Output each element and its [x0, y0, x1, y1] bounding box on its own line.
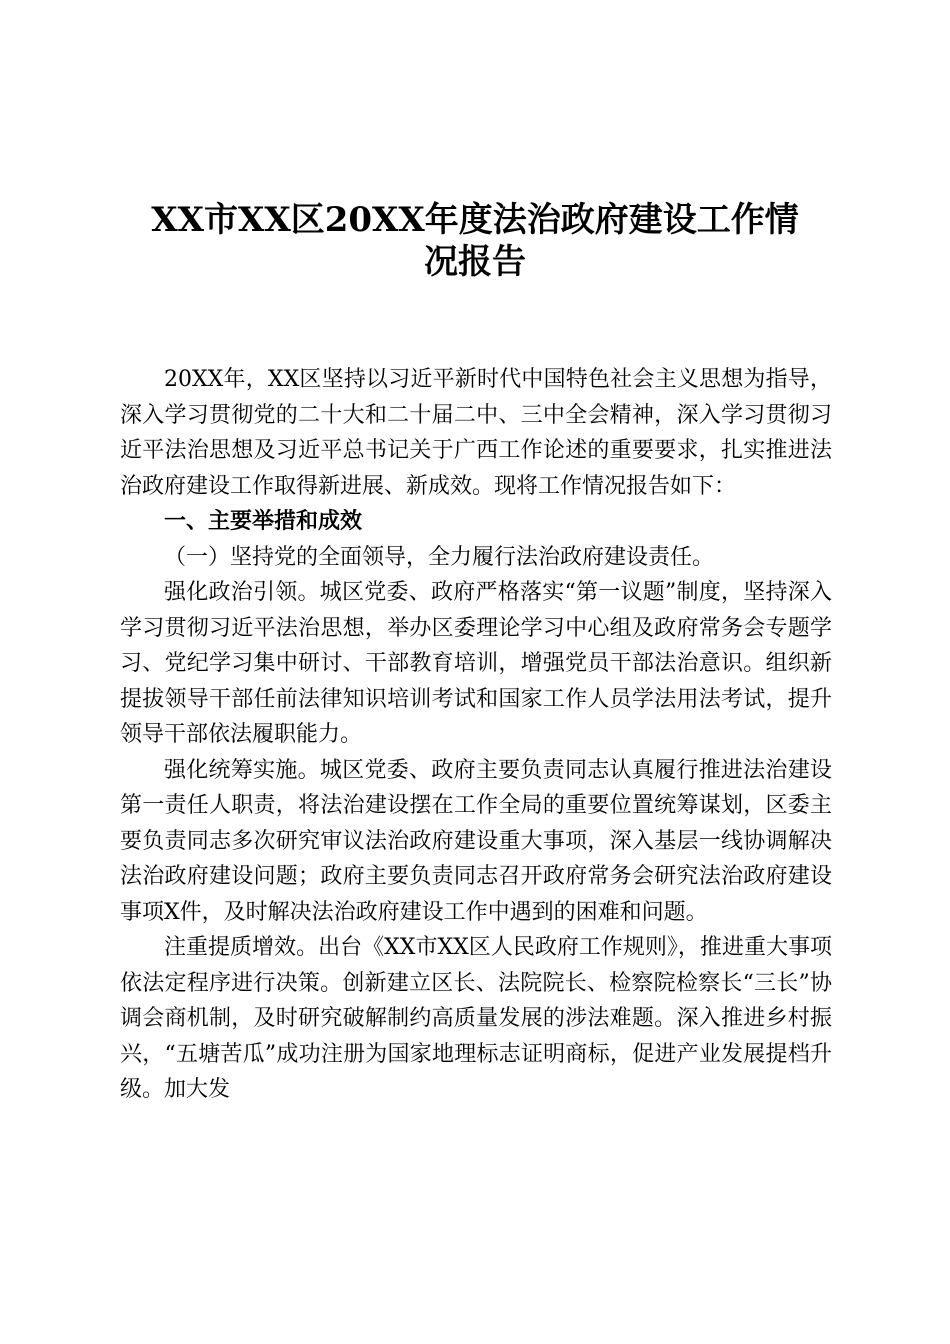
- section-heading: 一、主要举措和成效: [164, 509, 363, 534]
- body-paragraph: 强化政治引领。城区党委、政府严格落实“第一议题”制度，坚持深入学习贯彻习近平法治思想，举办区委理论学习中心组及政府常务会专题学习、党纪学习集中研讨、干部教育培训，增强党员干部法治意识。组织新提拔领导干部任前法律知识培训考试和国家工作人员学法用法考试，提升领导干部依法履职能力。: [120, 580, 832, 747]
- document-body: [120, 362, 832, 1108]
- body-paragraph: 注重提质增效。出台《XX市XX区人民政府工作规则》，推进重大事项依法定程序进行决策。创新建立区长、法院院长、检察院检察长“三长”协调会商机制，及时研究破解制约高质量发展的涉法难题。深入推进乡村振兴，“五塘苦瓜”成功注册为国家地理标志证明商标，促进产业发展提档升级。加大发: [120, 935, 832, 1102]
- document-title-line-2: 况报告: [424, 242, 526, 282]
- intro-paragraph: 20XX年，XX区坚持以习近平新时代中国特色社会主义思想为指导，深入学习贯彻党的二十大和二十届二中、三中全会精神，深入学习贯彻习近平法治思想及习近平总书记关于广西工作论述的重要要求，扎实推进法治政府建设工作取得新进展、新成效。现将工作情况报告如下：: [120, 367, 832, 499]
- body-paragraph: 强化统筹实施。城区党委、政府主要负责同志认真履行推进法治建设第一责任人职责，将法治建设摆在工作全局的重要位置统筹谋划，区委主要负责同志多次研究审议法治政府建设重大事项，深入基层一线协调解决法治政府建设问题；政府主要负责同志召开政府常务会研究法治政府建设事项X件，及时解决法治政府建设工作中遇到的困难和问题。: [120, 757, 832, 925]
- subsection-heading: （一）坚持党的全面领导，全力履行法治政府建设责任。: [164, 544, 715, 570]
- document-title-line-1: XX市XX区20XX年度法治政府建设工作情: [151, 200, 799, 240]
